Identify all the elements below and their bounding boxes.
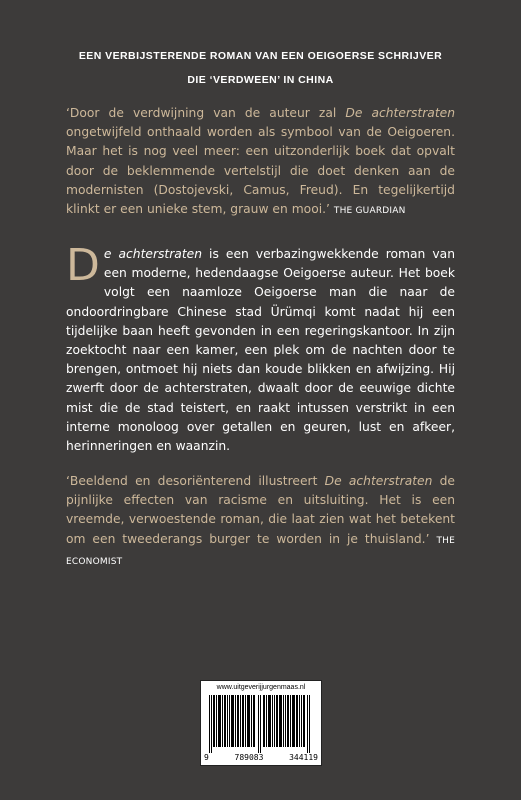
guardian-quote-source: THE GUARDIAN (333, 206, 406, 217)
guardian-quote-text-after: ongetwijfeld onthaald worden als symbool van de Oeigoeren. Maar het is nog veel meer: een uitzonderlijk boek dat opvalt door de beklemmende vertelstijl die doet denken aan de modernisten (Dostojevski, Camus, Freud). En tegelijkertijd klinkt er een unieke stem, grauw en mooi.’ (66, 125, 455, 217)
drop-cap: D (66, 240, 100, 291)
economist-quote-text-before: ‘Beeldend en desoriënterend illustreert (66, 474, 325, 488)
isbn-left-digits: 789083 (234, 753, 264, 762)
blurb-title: e achterstraten (103, 247, 203, 261)
economist-quote-source: THE ECONOMIST (66, 535, 455, 567)
isbn-lead-digit: 9 (204, 753, 209, 762)
guardian-quote (66, 104, 455, 221)
economist-quote (66, 472, 455, 572)
headline-line-1: EEN VERBIJSTERENDE ROMAN VAN EEN OEIGOERSE SCHRIJVER (78, 50, 443, 62)
blurb-text: is een verbazingwekkende roman van een moderne, hedendaagse Oeigoerse auteur. Het boek volgt een naamloze Oeigoerse man die naar de ondoordringbare Chinese stad Ürümqi komt nadat hij een tijdelijke baan heeft gevonden in een regeringskantoor. In zijn zoektocht naar een kamer, een plek om de nachten door te brengen, ontmoet hij niets dan koude blikken en afwijzing. Hij zwerft door de achterstraten, dwaalt door de eeuwige dichte mist die de stad teistert, en raakt intussen verstrikt in een interne monoloog over getallen en geuren, lust en afkeer, herinneringen en waanzin. (66, 247, 455, 454)
barcode-bars (209, 695, 313, 753)
isbn-barcode (200, 680, 322, 766)
economist-quote-title: De achterstraten (324, 474, 433, 488)
isbn-digits (203, 753, 319, 762)
isbn-right-digits: 344119 (289, 753, 318, 762)
headline-line-2: DIE ‘VERDWEEN’ IN CHINA (187, 74, 334, 86)
publisher-url: www.uitgeverijjurgenmaas.nl (216, 684, 306, 691)
blurb-paragraph (66, 240, 455, 456)
headline (0, 44, 521, 92)
guardian-quote-text-before: ‘Door de verdwijning van de auteur zal (66, 106, 346, 120)
guardian-quote-title: De achterstraten (345, 106, 455, 120)
economist-quote-text-after: de pijnlijke effecten van racisme en uitsluiting. Het is een vreemde, verwoestende roman, die laat zien wat het betekent om een tweederangs burger te worden in je thuisland.’ (66, 474, 455, 546)
